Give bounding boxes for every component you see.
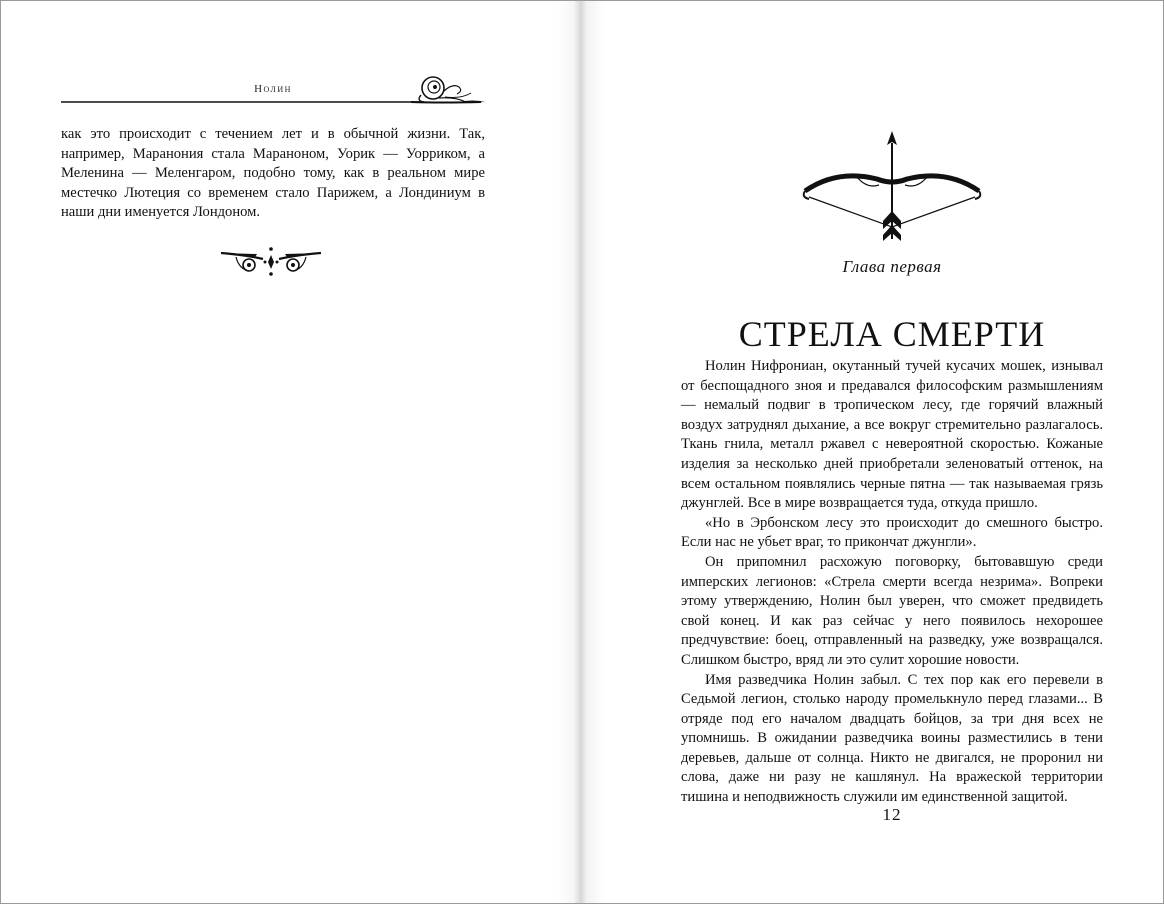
paragraph: Он припомнил расхожую поговорку, бытовавшую среди имперских легионов: «Стрела смерти всегда незрима». Вопреки этому утверждению, Нолин был уверен, что сможет предвидеть свой конец. И как раз сейчас у него появилось нехорошее предчувствие: боец, отправленный на разведку, уже возвращался. Слишком быстро, вряд ли это сулит хорошие новости. [681, 553, 1103, 668]
running-header-title: Нолин [254, 83, 292, 95]
fleuron-divider-icon [221, 245, 321, 277]
right-page-body [681, 357, 1103, 808]
paragraph: Имя разведчика Нолин забыл. С тех пор как его перевели в Седьмой легион, столько народу промелькнуло перед глазами... В отряде под его началом двадцать бойцов, за три дня всех не упомнишь. В ожидании разведчика воины разместились в тени деревьев, дальше от солнца. Никто не двигался, не проронил ни слова, даже ни разу не кашлянул. На вражеской территории тишина и неподвижность служили им единственной защитой. [681, 671, 1103, 806]
right-page [581, 1, 1163, 903]
left-page-body [61, 125, 485, 223]
bow-and-arrow-icon [797, 129, 987, 245]
running-header [61, 69, 485, 109]
left-page [1, 1, 581, 903]
chapter-label: Глава первая [842, 257, 942, 276]
chapter-title: СТРЕЛА СМЕРТИ [738, 314, 1046, 355]
page-number: 12 [882, 805, 902, 824]
paragraph: как это происходит с течением лет и в обычной жизни. Так, например, Маранония стала Мараноном, Уорик — Уорриком, а Меленина — Меленгаром, подобно тому, как в реальном мире местечко Лютеция со временем стало Парижем, а Лондиниум в наши дни именуется Лондоном. [61, 126, 485, 221]
paragraph: «Но в Эрбонском лесу это происходит до смешного быстро. Если нас не убьет враг, то прикончат джунгли». [681, 514, 1103, 551]
paragraph: Нолин Нифрониан, окутанный тучей кусачих мошек, изнывал от беспощадного зноя и предавался философским размышлениям — немалый подвиг в тропическом лесу, где горячий влажный воздух затруднял дыхание, а все вокруг стремительно разлагалось. Ткань гнила, металл ржавел с невероятной скоростью. Кожаные изделия за несколько дней приобретали зеленоватый оттенок, на всем остальном появлялись черные пятна — так называемая грязь джунглей. Все в мире возвращается туда, откуда пришло. [681, 358, 1103, 512]
